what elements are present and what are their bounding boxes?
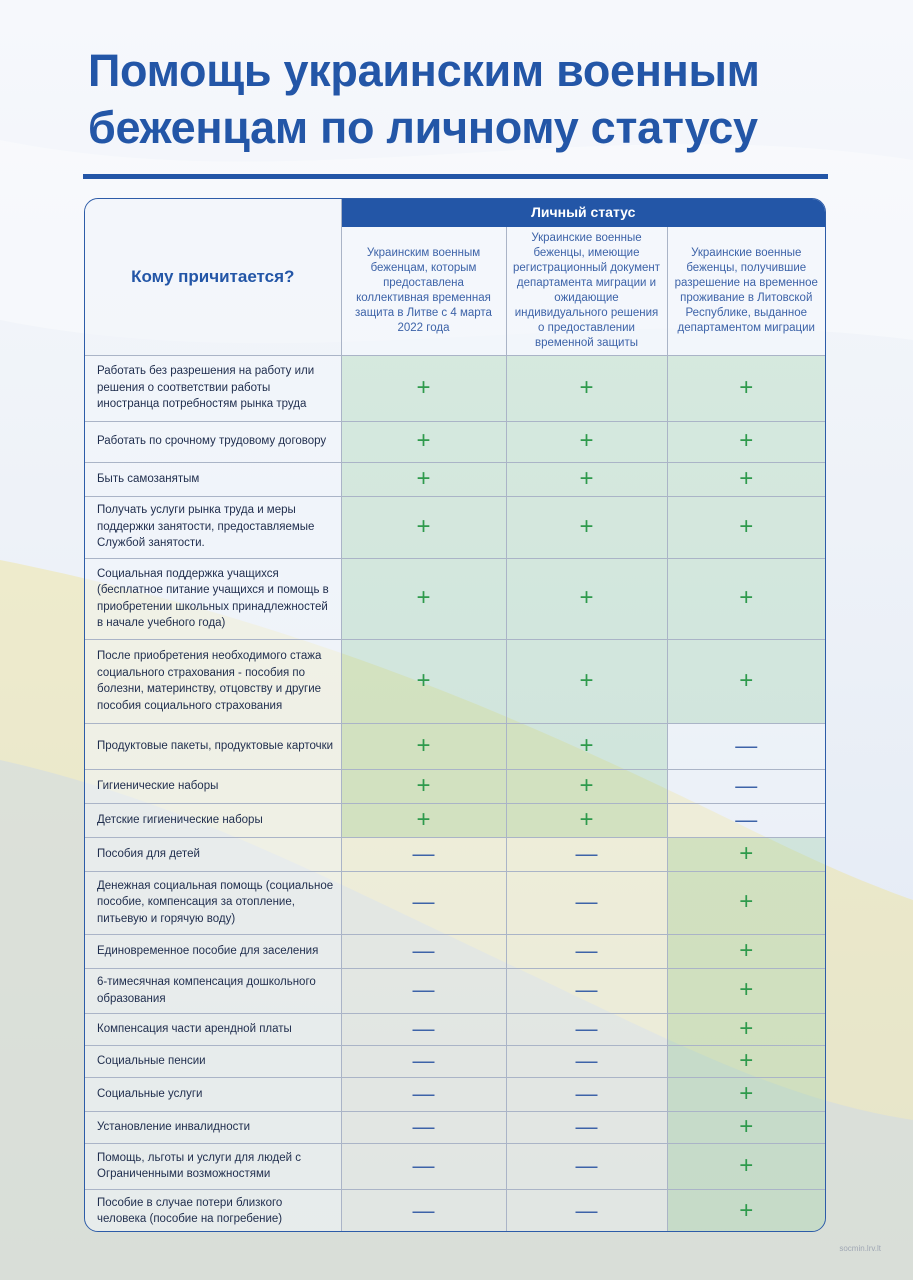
status-cell <box>506 1111 667 1143</box>
minus-icon: — <box>575 1015 598 1041</box>
status-cell <box>506 1143 667 1189</box>
status-cell <box>341 355 506 421</box>
status-cell <box>667 639 825 723</box>
column-header-residence-permit: Украинские военные беженцы, получившие разрешение на временное проживание в Литовской Республике, выданное департаментом миграции <box>667 226 825 355</box>
plus-icon: + <box>579 373 594 401</box>
status-cell <box>341 1045 506 1077</box>
plus-icon: + <box>416 731 431 759</box>
status-cell <box>506 639 667 723</box>
plus-icon: + <box>416 464 431 492</box>
plus-icon: + <box>579 427 594 454</box>
plus-icon: + <box>739 1079 754 1107</box>
table-row <box>85 968 825 1013</box>
minus-icon: — <box>735 732 758 758</box>
title-divider <box>83 174 828 179</box>
status-cell <box>341 1143 506 1189</box>
minus-icon: — <box>575 977 598 1002</box>
status-cell <box>506 934 667 968</box>
status-cell <box>506 723 667 769</box>
status-cell <box>506 1189 667 1232</box>
status-cell <box>341 837 506 871</box>
row-label: Социальные пенсии <box>85 1045 341 1077</box>
plus-icon: + <box>579 464 594 492</box>
table-row <box>85 1045 825 1077</box>
plus-icon: + <box>739 888 754 915</box>
plus-icon: + <box>739 839 754 867</box>
status-cell <box>667 803 825 837</box>
status-cell <box>506 871 667 934</box>
row-label: Продуктовые пакеты, продуктовые карточки <box>85 723 341 769</box>
table-row <box>85 871 825 934</box>
status-cell <box>506 803 667 837</box>
plus-icon: + <box>739 936 754 964</box>
plus-icon: + <box>579 805 594 833</box>
plus-icon: + <box>739 1196 754 1224</box>
table-row <box>85 496 825 558</box>
status-cell <box>667 934 825 968</box>
row-label: Социальная поддержка учащихся (бесплатное питание учащихся и помощь в приобретении школьных принадлежностей в начале учебного года) <box>85 558 341 639</box>
table-row <box>85 1013 825 1045</box>
row-label: Гигиенические наборы <box>85 769 341 803</box>
status-cell <box>667 723 825 769</box>
status-cell <box>341 421 506 462</box>
status-cell <box>341 639 506 723</box>
row-label: Социальные услуги <box>85 1077 341 1111</box>
table-row <box>85 462 825 496</box>
table-row <box>85 837 825 871</box>
plus-icon: + <box>416 427 431 454</box>
table-row <box>85 723 825 769</box>
status-cell <box>341 558 506 639</box>
table-row <box>85 1111 825 1143</box>
page-title <box>88 42 848 156</box>
status-cell <box>341 769 506 803</box>
plus-icon: + <box>579 666 594 694</box>
status-cell <box>506 462 667 496</box>
plus-icon: + <box>416 512 431 540</box>
status-cell <box>506 1013 667 1045</box>
status-cell <box>506 355 667 421</box>
status-header: Личный статус <box>341 199 825 226</box>
title-line-1: Помощь украинским военным <box>88 45 760 96</box>
minus-icon: — <box>735 772 758 798</box>
minus-icon: — <box>412 937 435 963</box>
plus-icon: + <box>416 805 431 833</box>
minus-icon: — <box>575 937 598 963</box>
minus-icon: — <box>412 840 435 866</box>
row-label: Пособия для детей <box>85 837 341 871</box>
status-cell <box>667 769 825 803</box>
status-cell <box>667 462 825 496</box>
minus-icon: — <box>575 889 598 914</box>
row-label: Работать без разрешения на работу или решения о соответствии работы иностранца потребностям рынка труда <box>85 355 341 421</box>
table-row <box>85 421 825 462</box>
plus-icon: + <box>579 584 594 611</box>
plus-icon: + <box>739 464 754 492</box>
status-cell <box>667 1111 825 1143</box>
plus-icon: + <box>739 1112 754 1140</box>
plus-icon: + <box>579 731 594 759</box>
row-label: Единовременное пособие для заселения <box>85 934 341 968</box>
status-cell <box>667 558 825 639</box>
row-label: 6-тимесячная компенсация дошкольного образования <box>85 968 341 1013</box>
status-cell <box>341 462 506 496</box>
status-cell <box>506 496 667 558</box>
status-cell <box>341 1013 506 1045</box>
table-row <box>85 934 825 968</box>
minus-icon: — <box>412 889 435 914</box>
table-row <box>85 355 825 421</box>
plus-icon: + <box>739 1014 754 1042</box>
status-cell <box>506 769 667 803</box>
plus-icon: + <box>579 771 594 799</box>
status-cell <box>341 968 506 1013</box>
row-label: Пособие в случае потери близкого человека (пособие на погребение) <box>85 1189 341 1232</box>
status-cell <box>667 871 825 934</box>
minus-icon: — <box>412 1197 435 1223</box>
table-row <box>85 1189 825 1232</box>
column-header-collective-protection: Украинским военным беженцам, которым предоставлена коллективная временная защита в Литве с 4 марта 2022 года <box>341 226 506 355</box>
plus-icon: + <box>416 666 431 694</box>
plus-icon: + <box>416 584 431 611</box>
minus-icon: — <box>575 1047 598 1073</box>
minus-icon: — <box>412 977 435 1002</box>
table-row <box>85 639 825 723</box>
plus-icon: + <box>416 771 431 799</box>
minus-icon: — <box>412 1113 435 1139</box>
plus-icon: + <box>739 1046 754 1074</box>
minus-icon: — <box>412 1047 435 1073</box>
status-cell <box>667 968 825 1013</box>
plus-icon: + <box>739 427 754 454</box>
status-cell <box>667 1143 825 1189</box>
minus-icon: — <box>575 840 598 866</box>
plus-icon: + <box>739 584 754 611</box>
row-label: Получать услуги рынка труда и меры поддержки занятости, предоставляемые Службой занятости. <box>85 496 341 558</box>
plus-icon: + <box>739 976 754 1003</box>
status-cell <box>667 421 825 462</box>
title-line-2: беженцам по личному статусу <box>88 102 758 153</box>
minus-icon: — <box>575 1080 598 1106</box>
benefits-table <box>84 198 826 1232</box>
plus-icon: + <box>739 666 754 694</box>
minus-icon: — <box>412 1080 435 1106</box>
row-label: Быть самозанятым <box>85 462 341 496</box>
plus-icon: + <box>739 1151 754 1179</box>
row-label: Денежная социальная помощь (социальное пособие, компенсация за отопление, питьевую и горячую воду) <box>85 871 341 934</box>
status-cell <box>506 421 667 462</box>
status-cell <box>506 968 667 1013</box>
row-label: Детские гигиенические наборы <box>85 803 341 837</box>
status-cell <box>506 1045 667 1077</box>
column-header-awaiting-decision: Украинские военные беженцы, имеющие регистрационный документ департамента миграции и ожидающие индивидуального решения о предоставлении временной защиты <box>506 226 667 355</box>
plus-icon: + <box>739 512 754 540</box>
table-row <box>85 1143 825 1189</box>
status-cell <box>667 1045 825 1077</box>
table-row <box>85 769 825 803</box>
minus-icon: — <box>412 1152 435 1178</box>
plus-icon: + <box>739 373 754 401</box>
row-label: Компенсация части арендной платы <box>85 1013 341 1045</box>
status-cell <box>506 1077 667 1111</box>
status-cell <box>341 803 506 837</box>
status-cell <box>341 1077 506 1111</box>
status-cell <box>667 1013 825 1045</box>
status-cell <box>667 1077 825 1111</box>
table-row <box>85 803 825 837</box>
minus-icon: — <box>735 806 758 832</box>
status-cell <box>667 496 825 558</box>
row-label: Помощь, льготы и услуги для людей с Ограниченными возможностями <box>85 1143 341 1189</box>
plus-icon: + <box>416 373 431 401</box>
row-label: Работать по срочному трудовому договору <box>85 421 341 462</box>
status-cell <box>341 1189 506 1232</box>
status-cell <box>667 355 825 421</box>
status-cell <box>506 837 667 871</box>
status-cell <box>341 723 506 769</box>
status-cell <box>667 1189 825 1232</box>
who-header: Кому причитается? <box>85 199 341 355</box>
row-label: Установление инвалидности <box>85 1111 341 1143</box>
table-row <box>85 558 825 639</box>
minus-icon: — <box>575 1197 598 1223</box>
status-cell <box>341 871 506 934</box>
footer-url: socmin.lrv.lt <box>839 1244 881 1253</box>
minus-icon: — <box>412 1015 435 1041</box>
status-cell <box>341 934 506 968</box>
status-cell <box>341 1111 506 1143</box>
status-cell <box>667 837 825 871</box>
status-cell <box>341 496 506 558</box>
minus-icon: — <box>575 1152 598 1178</box>
row-label: После приобретения необходимого стажа социального страхования - пособия по болезни, материнству, отцовству и другие пособия социального страхования <box>85 639 341 723</box>
minus-icon: — <box>575 1113 598 1139</box>
status-cell <box>506 558 667 639</box>
plus-icon: + <box>579 512 594 540</box>
table-row <box>85 1077 825 1111</box>
